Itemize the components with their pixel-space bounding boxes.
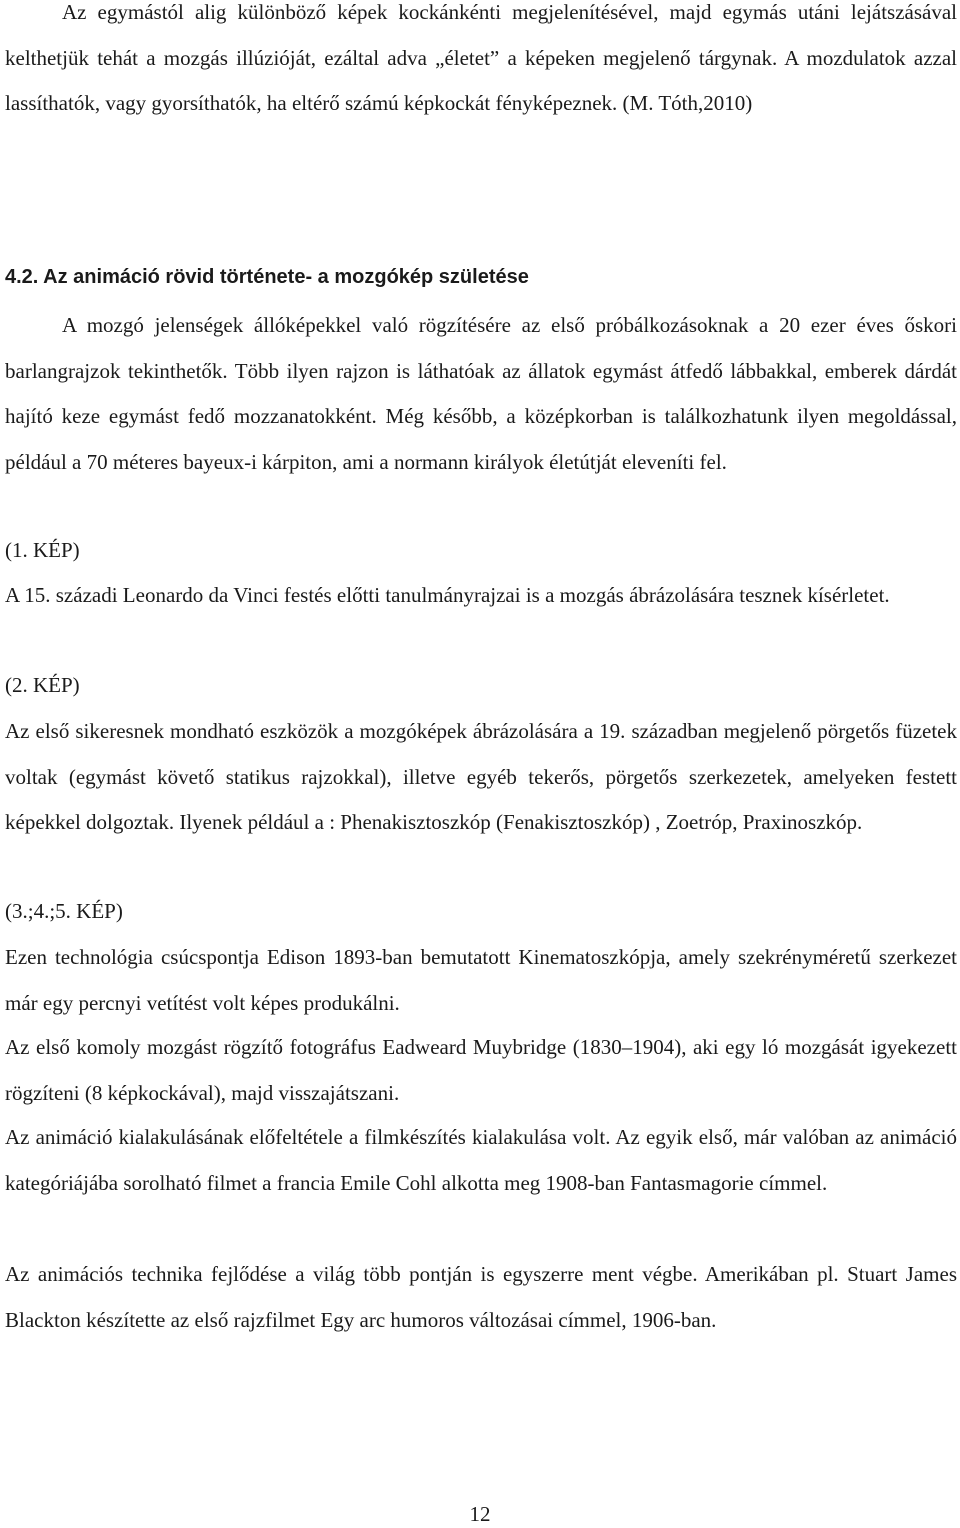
paragraph-blackton: Az animációs technika fejlődése a világ több pontján is egyszerre ment végbe. Amerikában pl. Stuart James Blackton készítette az első rajzfilmet Egy arc humoros változásai címmel, 1906-ban. [5, 1262, 957, 1332]
figure-reference-2: (2. KÉP) [5, 673, 80, 697]
section-heading: 4.2. Az animáció rövid története- a mozgókép születése [5, 266, 529, 288]
intro-paragraph: Az egymástól alig különböző képek kockánkénti megjelenítésével, majd egymás utáni lejátszásával kelthetjük tehát a mozgás illúzióját, ezáltal adva „életet” a képeken megjelenő tárgynak. A mozdulatok azzal lassíthatók, vagy gyorsíthatók, ha eltérő számú képkockát fényképeznek. (M. Tóth,2010) [5, 0, 957, 115]
paragraph-early-devices: Az első sikeresnek mondható eszközök a mozgóképek ábrázolására a 19. században megjelenő pörgetős füzetek voltak (egymást követő statikus rajzokkal), illetve egyéb tekerős, pörgetős szerkezetek, amelyeken festett képekkel dolgoztak. Ilyenek például a : Phenakisztoszkóp (Fenakisztoszkóp) , Zoetróp, Praxinoszkóp. [5, 719, 957, 834]
paragraph-cave-drawings: A mozgó jelenségek állóképekkel való rögzítésére az első próbálkozásoknak a 20 ezer éves őskori barlangrajzok tekinthetők. Több ilyen rajzon is láthatóak az állatok egymást átfedő lábbakkal, emberek dárdát hajító keze egymást fedő mozzanatokként. Még később, a középkorban is találkozhatunk ilyen megoldással, például a 70 méteres bayeux-i kárpiton, ami a normann királyok életútját eleveníti fel. [5, 313, 957, 474]
paragraph-leonardo: A 15. századi Leonardo da Vinci festés előtti tanulmányrajzai is a mozgás ábrázolására tesznek kísérletet. [5, 583, 890, 607]
figure-reference-1: (1. KÉP) [5, 538, 80, 562]
paragraph-edison: Ezen technológia csúcspontja Edison 1893-ban bemutatott Kinematoszkópja, amely szekrényméretű szerkezet már egy percnyi vetítést volt képes produkálni. [5, 945, 957, 1015]
page-number: 12 [469, 1502, 491, 1526]
paragraph-emile-cohl: Az animáció kialakulásának előfeltétele a filmkészítés kialakulása volt. Az egyik első, már valóban az animáció kategóriájába sorolható filmet a francia Emile Cohl alkotta meg 1908-ban Fantasmagorie címmel. [5, 1125, 957, 1195]
figure-reference-3-5: (3.;4.;5. KÉP) [5, 899, 123, 923]
paragraph-muybridge: Az első komoly mozgást rögzítő fotográfus Eadweard Muybridge (1830–1904), aki egy ló mozgását igyekezett rögzíteni (8 képkockával), majd visszajátszani. [5, 1035, 957, 1105]
